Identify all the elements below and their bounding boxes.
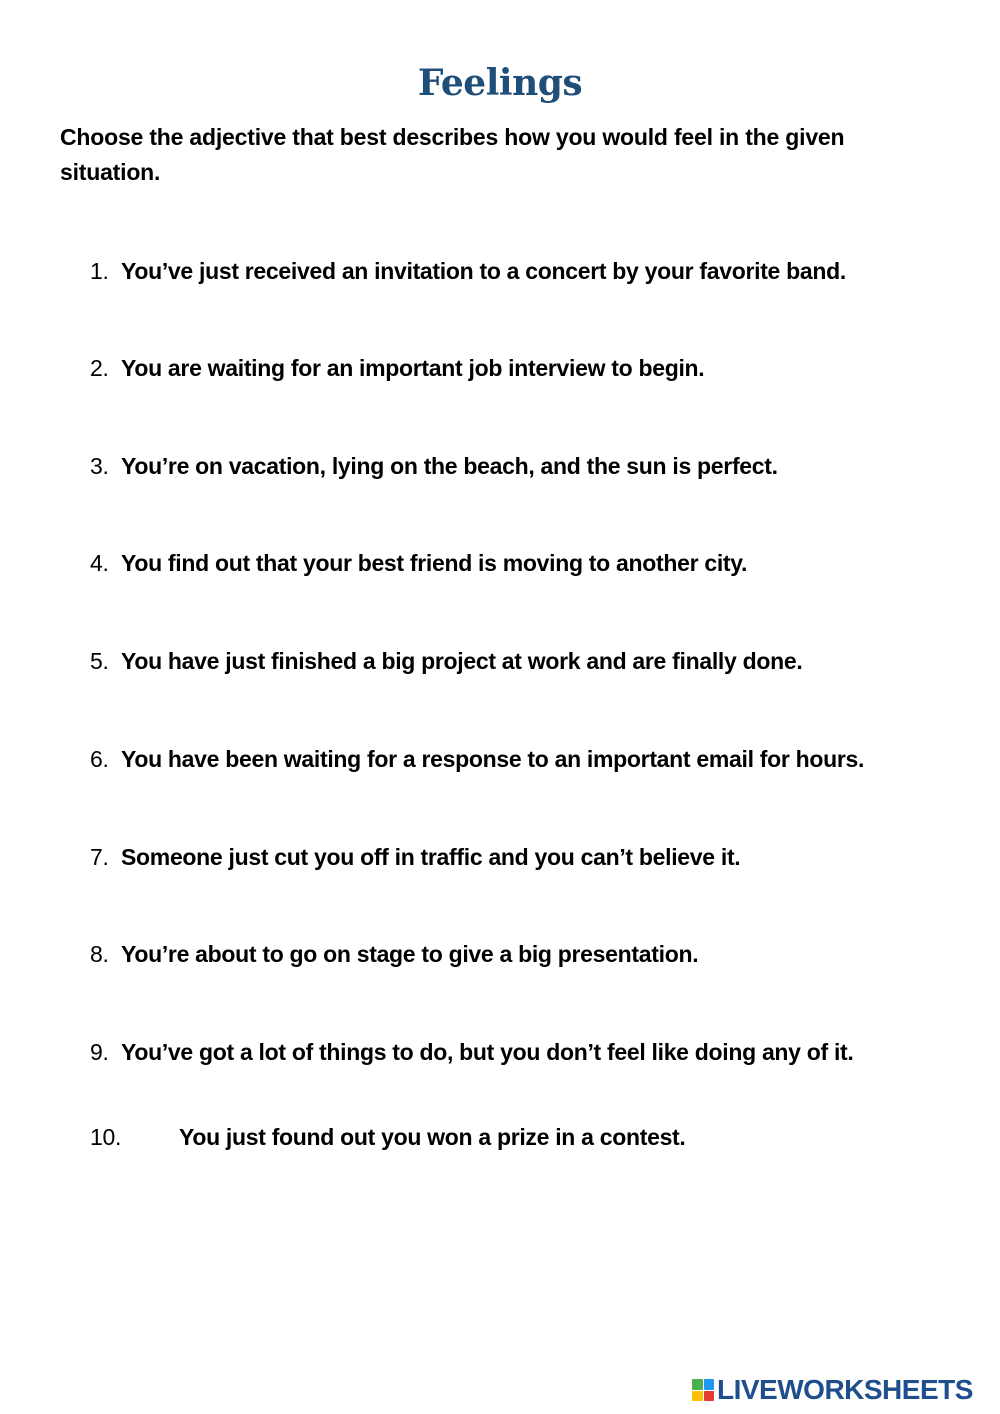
liveworksheets-brand[interactable]: [692, 1374, 973, 1406]
question-number: 4.: [90, 550, 109, 576]
question-number: 10.: [90, 1124, 122, 1150]
question-item-1: [90, 256, 970, 286]
question-text: You find out that your best friend is moving to another city.: [121, 550, 748, 576]
question-item-8: [90, 939, 970, 969]
instructions-text: Choose the adjective that best describes how you would feel in the given situation.: [60, 124, 845, 185]
question-item-10: [90, 1122, 970, 1152]
question-item-5: [90, 646, 970, 676]
question-number: 7.: [90, 844, 109, 870]
question-number: 5.: [90, 648, 109, 674]
question-text: You’re about to go on stage to give a big presentation.: [121, 941, 699, 967]
page-title: Feelings: [417, 62, 583, 104]
question-item-3: [90, 451, 970, 481]
question-text: You’ve just received an invitation to a concert by your favorite band.: [121, 258, 846, 284]
question-number: 8.: [90, 941, 109, 967]
question-number: 9.: [90, 1039, 109, 1065]
question-item-9: [90, 1037, 970, 1067]
question-text: You are waiting for an important job interview to begin.: [121, 355, 705, 381]
question-item-4: [90, 548, 970, 578]
question-text: You have been waiting for a response to an important email for hours.: [121, 746, 865, 772]
brand-name: LIVEWORKSHEETS: [717, 1374, 973, 1405]
question-text: You have just finished a big project at work and are finally done.: [121, 648, 803, 674]
question-item-2: [90, 353, 970, 383]
question-text: Someone just cut you off in traffic and you can’t believe it.: [121, 844, 741, 870]
question-item-7: [90, 842, 970, 872]
question-number: 6.: [90, 746, 109, 772]
question-text: You just found out you won a prize in a contest.: [179, 1124, 686, 1150]
liveworksheets-logo-icon: [692, 1379, 714, 1401]
question-text: You’re on vacation, lying on the beach, and the sun is perfect.: [121, 453, 778, 479]
question-number: 3.: [90, 453, 109, 479]
question-number: 1.: [90, 258, 109, 284]
question-number: 2.: [90, 355, 109, 381]
question-item-6: [90, 744, 970, 774]
question-text: You’ve got a lot of things to do, but you don’t feel like doing any of it.: [121, 1039, 854, 1065]
